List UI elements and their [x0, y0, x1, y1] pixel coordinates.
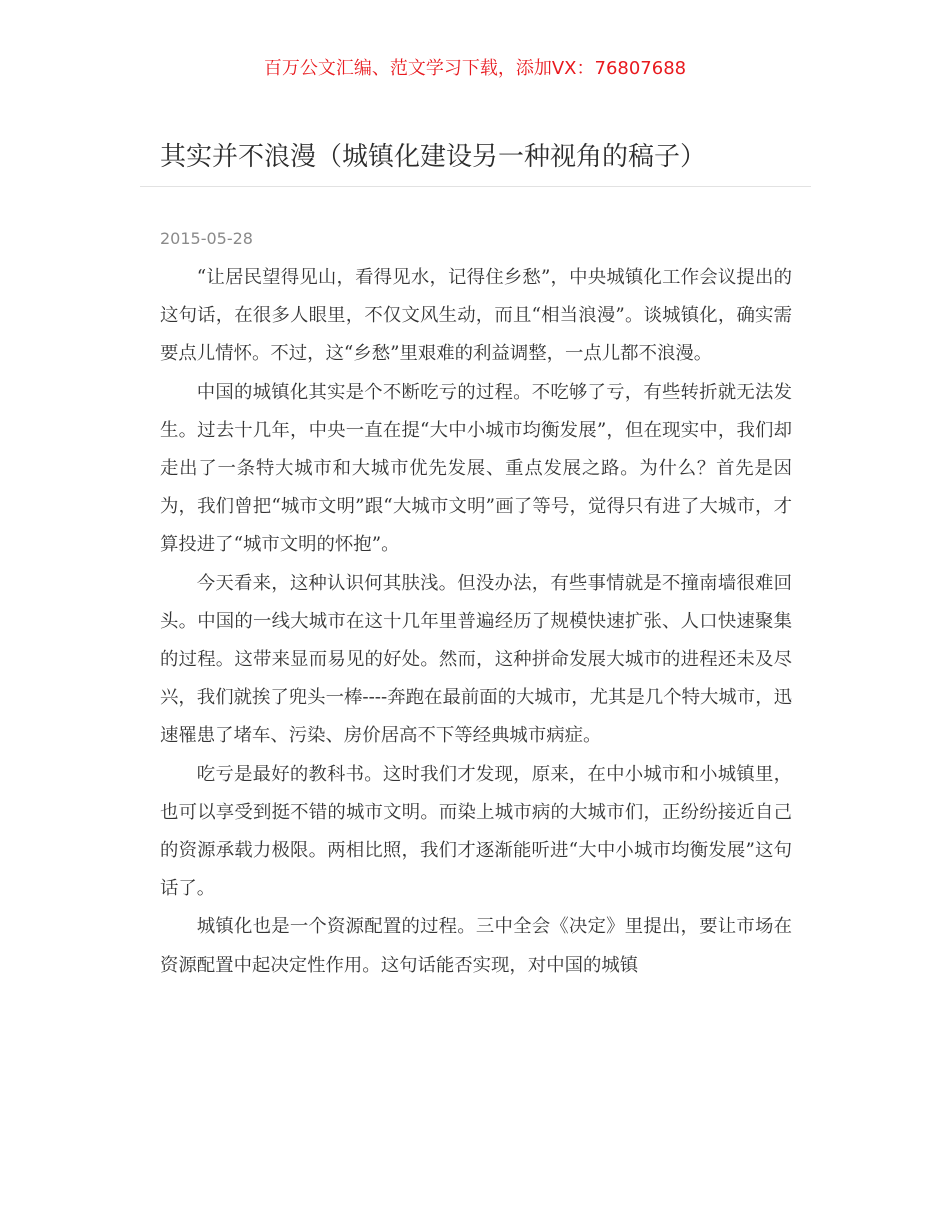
paragraph: “让居民望得见山，看得见水，记得住乡愁”，中央城镇化工作会议提出的这句话，在很多人眼里，不仅文风生动，而且“相当浪漫”。谈城镇化，确实需要点儿情怀。不过，这“乡愁”里艰难的利益调整，一点儿都不浪漫。	[160, 267, 792, 365]
paragraph: 城镇化也是一个资源配置的过程。三中全会《决定》里提出，要让市场在资源配置中起决定性作用。这句话能否实现，对中国的城镇	[160, 916, 792, 976]
publish-date: 2015-05-28	[160, 229, 253, 248]
article-title: 其实并不浪漫（城镇化建设另一种视角的稿子）	[160, 142, 707, 172]
title-divider	[140, 186, 811, 187]
paragraph: 中国的城镇化其实是个不断吃亏的过程。不吃够了亏，有些转折就无法发生。过去十几年，中央一直在提“大中小城市均衡发展”，但在现实中，我们却走出了一条特大城市和大城市优先发展、重点发展之路。为什么？首先是因为，我们曾把“城市文明”跟“大城市文明”画了等号，觉得只有进了大城市，才算投进了“城市文明的怀抱”。	[160, 381, 792, 556]
download-banner: 百万公文汇编、范文学习下载，添加VX：76807688	[263, 58, 687, 79]
paragraph: 今天看来，这种认识何其肤浅。但没办法，有些事情就是不撞南墙很难回头。中国的一线大城市在这十几年里普遍经历了规模快速扩张、人口快速聚集的过程。这带来显而易见的好处。然而，这种拼命发展大城市的进程还未及尽兴，我们就挨了兜头一棒----奔跑在最前面的大城市，尤其是几个特大城市，迅速罹患了堵车、污染、房价居高不下等经典城市病症。	[160, 572, 792, 747]
paragraph: 吃亏是最好的教科书。这时我们才发现，原来，在中小城市和小城镇里，也可以享受到挺不错的城市文明。而染上城市病的大城市们，正纷纷接近自己的资源承载力极限。两相比照，我们才逐渐能听进“大中小城市均衡发展”这句话了。	[160, 763, 792, 900]
article-body	[160, 259, 792, 985]
